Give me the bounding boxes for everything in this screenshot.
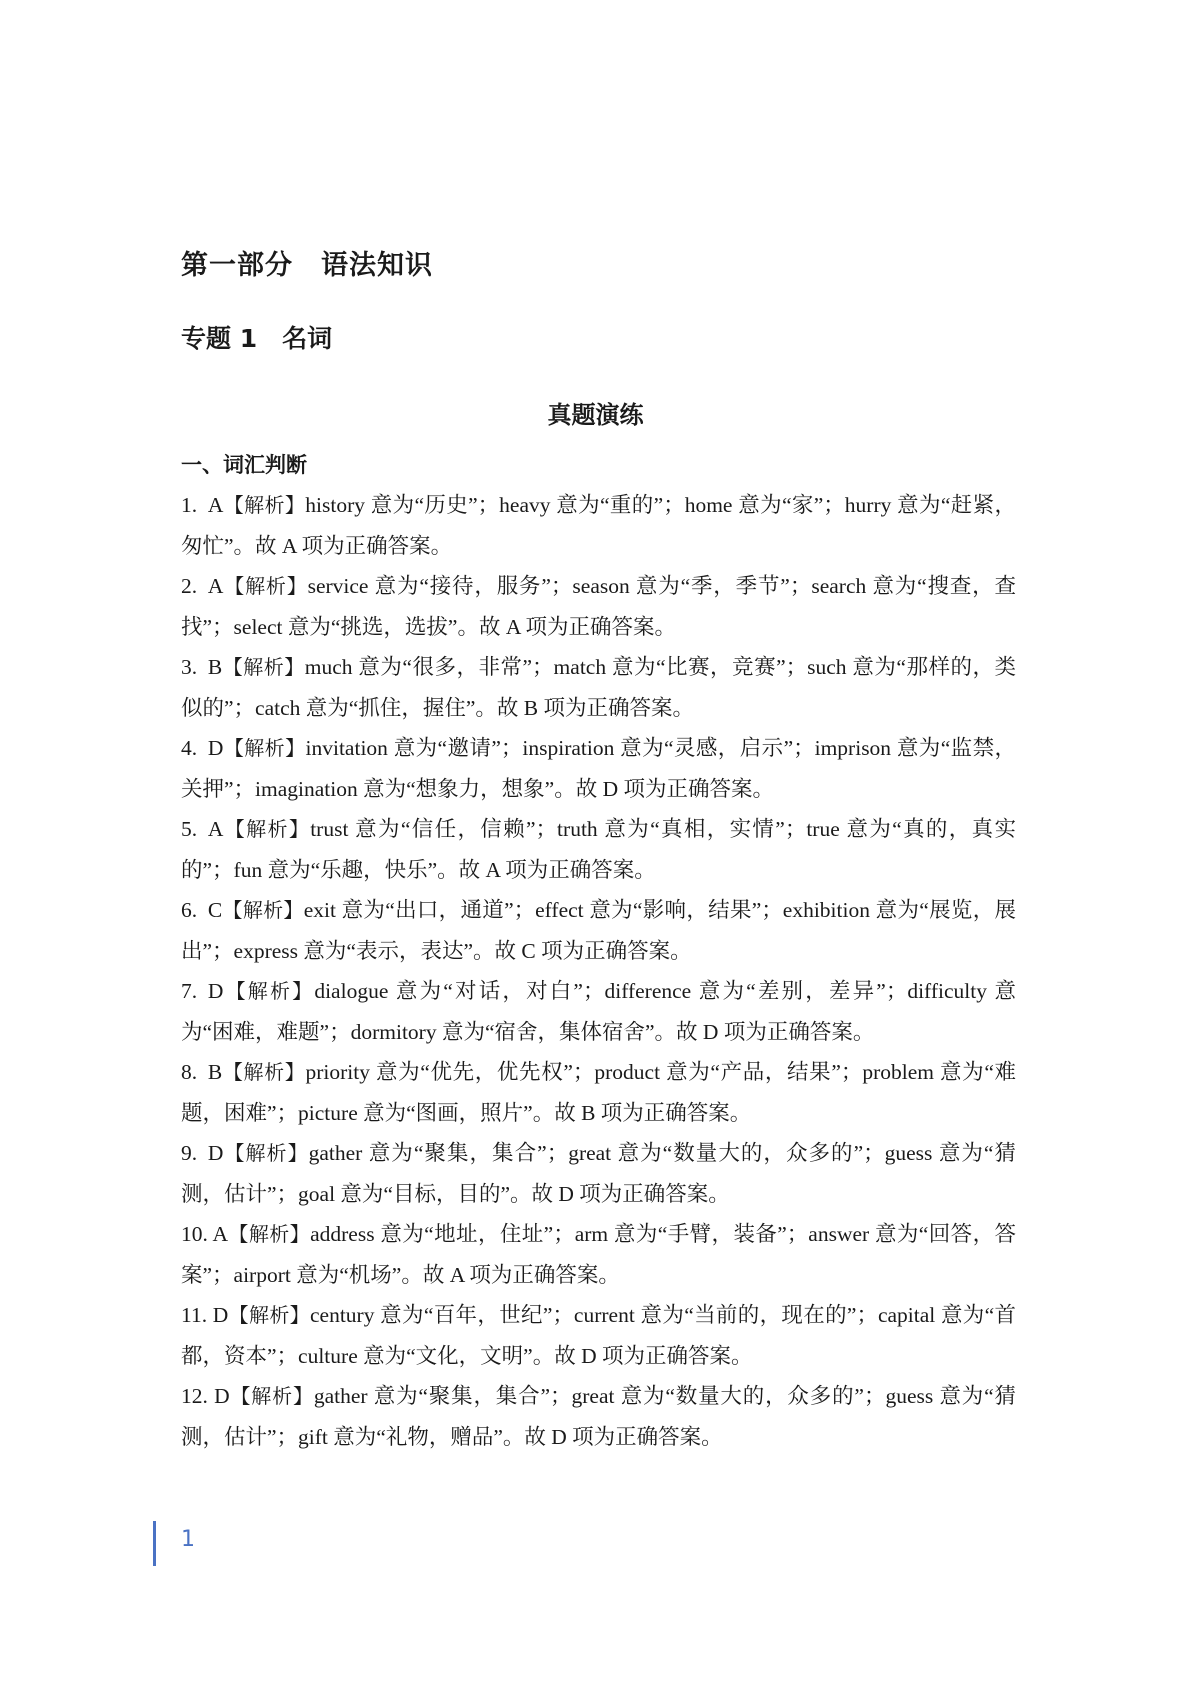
answer-item [181,647,1016,728]
page-number-bar [153,1521,156,1566]
answer-number: 5. [181,817,198,841]
answer-number: 8. [181,1060,198,1084]
analysis-tag: 【解析】 [222,898,304,922]
analysis-tag: 【解析】 [228,1303,310,1327]
topic-title: 专题 1 名词 [181,324,333,353]
answer-explanation: invitation 意为“邀请”；inspiration 意为“灵感，启示”；imprison 意为“监禁，关押”；imagination 意为“想象力，想象”。故 D 项为正确答案。 [181,736,1016,801]
section-title: 真题演练 [547,401,644,429]
answer-choice: D [207,736,224,760]
analysis-tag: 【解析】 [229,1384,314,1408]
answer-explanation: exit 意为“出口，通道”；effect 意为“影响，结果”；exhibition 意为“展览，展出”；express 意为“表示，表达”。故 C 项为正确答案。 [181,898,1016,963]
answer-number: 3. [181,655,198,679]
answer-number: 7. [181,979,198,1003]
answer-choice: A [207,817,224,841]
answer-item [181,1376,1016,1457]
answer-explanation: century 意为“百年，世纪”；current 意为“当前的，现在的”；capital 意为“首都，资本”；culture 意为“文化，文明”。故 D 项为正确答案。 [181,1303,1016,1368]
analysis-tag: 【解析】 [223,493,306,517]
answer-number: 12. [181,1384,208,1408]
analysis-tag: 【解析】 [223,817,311,841]
answer-choice: A [207,493,224,517]
answer-number: 11. [181,1303,208,1327]
answer-explanation: address 意为“地址，住址”；arm 意为“手臂，装备”；answer 意为“回答，答案”；airport 意为“机场”。故 A 项为正确答案。 [181,1222,1016,1287]
answer-item [181,1052,1016,1133]
answer-item [181,728,1016,809]
analysis-tag: 【解析】 [222,1060,306,1084]
answer-number: 10. [181,1222,208,1246]
answer-item [181,971,1016,1052]
answer-number: 4. [181,736,198,760]
analysis-tag: 【解析】 [228,1222,311,1246]
analysis-tag: 【解析】 [222,655,305,679]
subsection-title: 一、词汇判断 [181,453,307,477]
page-number: 1 [181,1527,195,1552]
answer-explanation: trust 意为“信任，信赖”；truth 意为“真相，实情”；true 意为“真的，真实的”；fun 意为“乐趣，快乐”。故 A 项为正确答案。 [181,817,1016,882]
answer-choice: D [207,979,224,1003]
answer-explanation: dialogue 意为“对话，对白”；difference 意为“差别，差异”；difficulty 意为“困难，难题”；dormitory 意为“宿舍，集体宿舍”。故 D 项为正确答案。 [181,979,1016,1044]
answer-item [181,809,1016,890]
answer-choice: C [207,898,223,922]
answer-number: 2. [181,574,198,598]
answer-choice: D [212,1303,229,1327]
answer-choice: B [207,1060,223,1084]
answer-choice: A [207,574,224,598]
answer-item [181,1295,1016,1376]
analysis-tag: 【解析】 [223,736,306,760]
answer-item [181,890,1016,971]
answer-explanation: priority 意为“优先，优先权”；product 意为“产品，结果”；problem 意为“难题，困难”；picture 意为“图画，照片”。故 B 项为正确答案。 [181,1060,1017,1125]
answer-explanation: history 意为“历史”；heavy 意为“重的”；home 意为“家”；hurry 意为“赶紧，匆忙”。故 A 项为正确答案。 [181,493,1016,558]
analysis-tag: 【解析】 [223,574,308,598]
answer-number: 1. [181,493,198,517]
answer-item [181,566,1016,647]
answer-explanation: gather 意为“聚集，集合”；great 意为“数量大的，众多的”；guess 意为“猜测，估计”；goal 意为“目标，目的”。故 D 项为正确答案。 [181,1141,1016,1206]
answer-number: 6. [181,898,198,922]
answer-explanation: service 意为“接待，服务”；season 意为“季，季节”；search 意为“搜查，查找”；select 意为“挑选，选拔”。故 A 项为正确答案。 [181,574,1016,639]
answer-explanation: much 意为“很多，非常”；match 意为“比赛，竞赛”；such 意为“那样的，类似的”；catch 意为“抓住，握住”。故 B 项为正确答案。 [181,655,1016,720]
answer-number: 9. [181,1141,198,1165]
answer-list [181,485,1016,1457]
answer-choice: A [212,1222,229,1246]
analysis-tag: 【解析】 [223,1141,309,1165]
answer-item [181,1214,1016,1295]
answer-choice: B [207,655,223,679]
answer-choice: D [207,1141,224,1165]
answer-item [181,1133,1016,1214]
part-title: 第一部分 语法知识 [181,250,433,281]
analysis-tag: 【解析】 [223,979,315,1003]
answer-explanation: gather 意为“聚集，集合”；great 意为“数量大的，众多的”；guess 意为“猜测，估计”；gift 意为“礼物，赠品”。故 D 项为正确答案。 [181,1384,1017,1449]
answer-item [181,485,1016,566]
answer-choice: D [214,1384,230,1408]
